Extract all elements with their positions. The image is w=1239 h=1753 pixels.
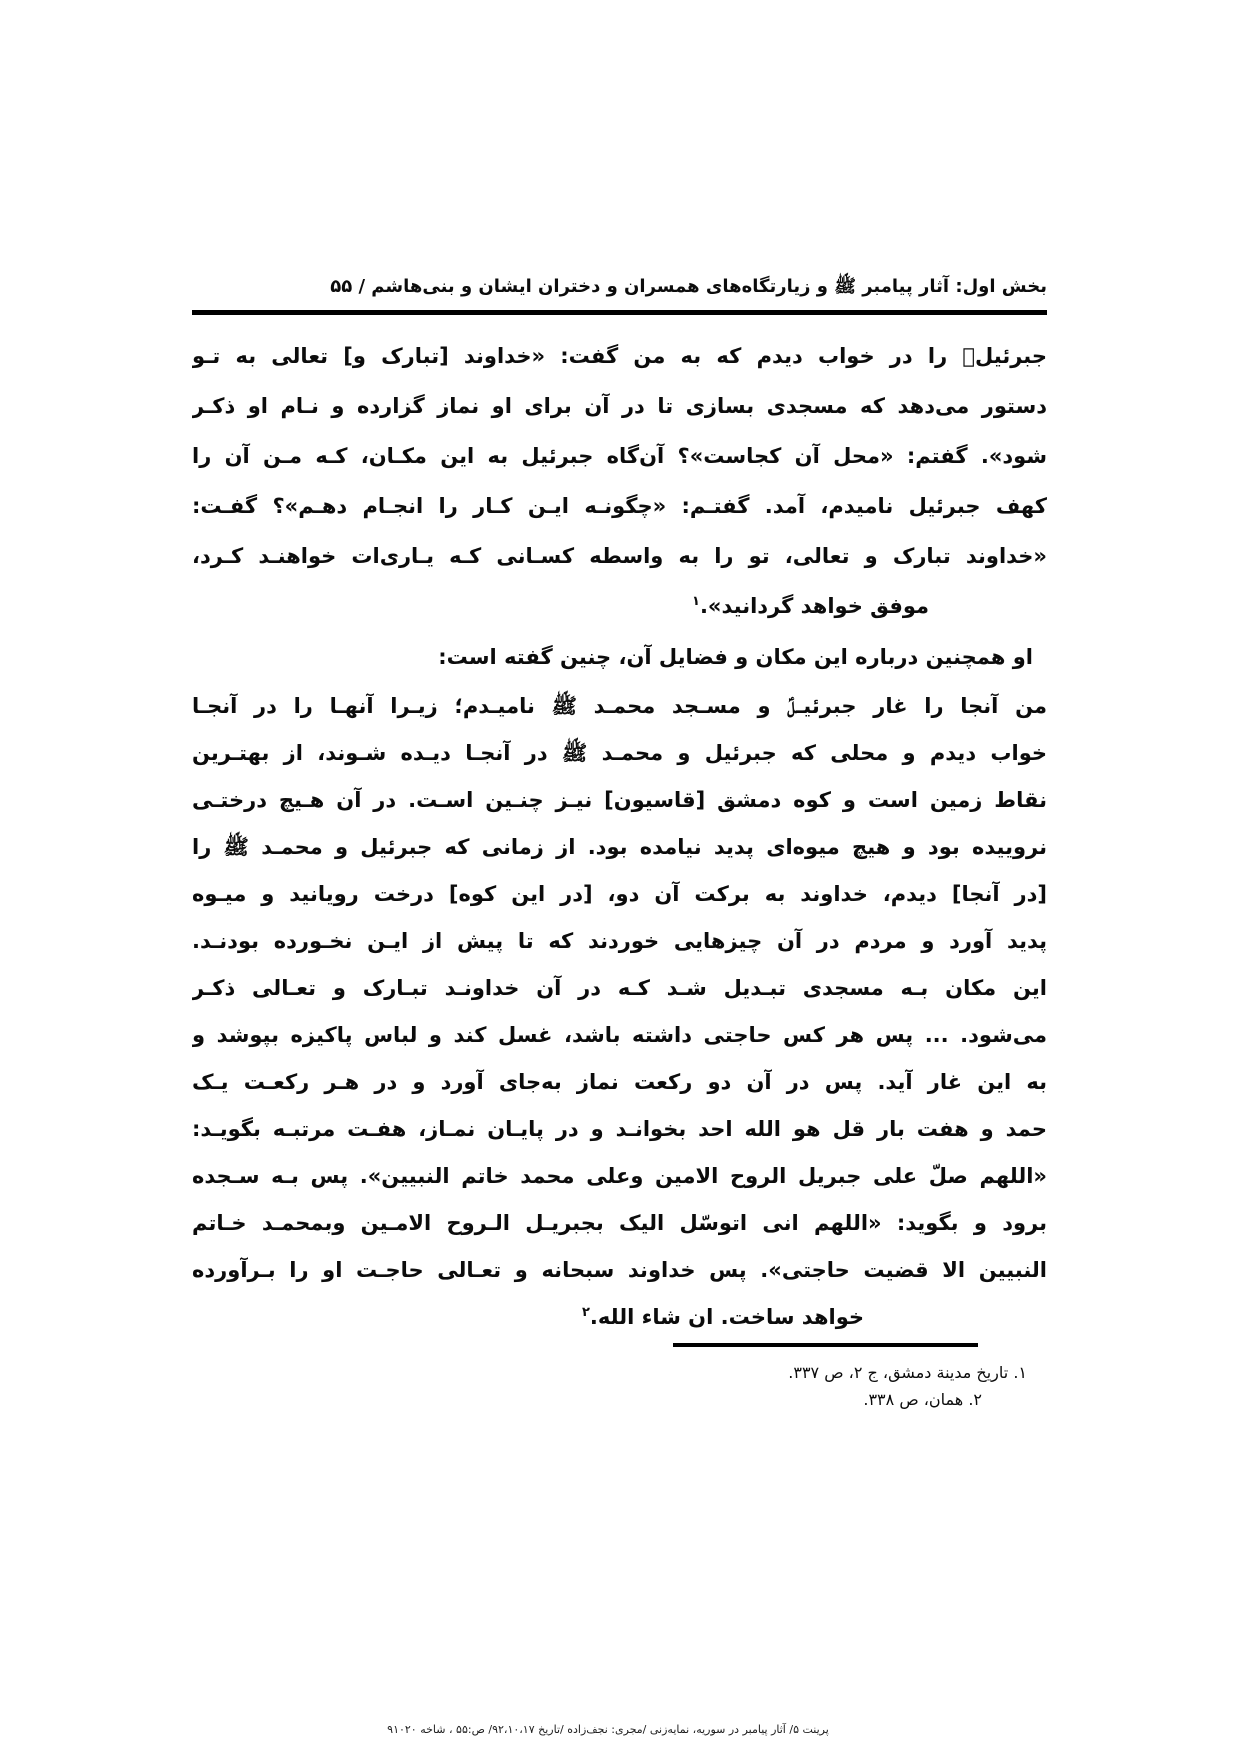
quote-line: برود و بگوید: «اللهم انی اتوسّل الیک بجبریـل الـروح الامـین وبمحمـد خـاتم bbox=[192, 1211, 1047, 1235]
quote-end-text: موفق خواهد گردانید». bbox=[699, 594, 929, 618]
quote-line: [در آنجا] دیدم، خداوند به برکت آن دو، [در این کوه] درخت رویانید و میـوه bbox=[192, 882, 1047, 906]
text-column bbox=[192, 0, 1047, 1413]
footnote-2: ۲. همان، ص ۳۳۸. bbox=[863, 1390, 982, 1409]
quote-line: النبیین الا قضیت حاجتی». پس خداوند سبحانه و تعـالی حاجـت او را بـرآورده bbox=[192, 1258, 1047, 1282]
quote-end-text: خواهد ساخت. ان شاء الله. bbox=[589, 1305, 864, 1329]
footnote-ref-1: ۱ bbox=[692, 594, 700, 609]
quote-line: من آنجا را غار جبرئیـلؑ و مسـجد محمـد ﷺ نامیـدم؛ زیـرا آنهـا را در آنجـا bbox=[192, 694, 1047, 718]
body-line-quote-end bbox=[192, 581, 1047, 631]
footnote-1: ۱. تاریخ مدینة دمشق، ج ۲، ص ۳۳۷. bbox=[788, 1363, 1027, 1382]
quote-line: نقاط زمین است و کوه دمشق [قاسیون] نیـز چنـین اسـت. در آن هـیچ درختـی bbox=[192, 788, 1047, 812]
paragraph-1 bbox=[192, 331, 1047, 631]
running-head: بخش اول: آثار پیامبر ﷺ و زیارتگاه‌های همسران و دختران ایشان و بنی‌هاشم / ۵۵ bbox=[330, 276, 1047, 297]
quote-line: حمد و هفت بار قل هو الله احد بخوانـد و در پایـان نمـاز، هفـت مرتبـه بگویـد: bbox=[192, 1117, 1047, 1141]
body-line: کهف جبرئیل نامیدم، آمد. گفتـم: «چگونـه ایـن کـار را انجـام دهـم»؟ گفـت: bbox=[192, 494, 1047, 518]
quote-line: خواب دیدم و محلی که جبرئیل و محمـد ﷺ در آنجـا دیـده شـوند، از بهتـرین bbox=[192, 741, 1047, 765]
body-line: شود». گفتم: «محل آن کجاست»؟ آن‌گاه جبرئیل به این مکـان، کـه مـن آن را bbox=[192, 444, 1047, 468]
quote-line: پدید آورد و مردم در آن چیزهایی خوردند که تا پیش از ایـن نخـورده بودنـد. bbox=[192, 929, 1047, 953]
print-footer: پرینت ۵/ آثار پیامبر در سوریه، نمایه‌زنی /مجری: نجف‌زاده /تاریخ ۹۲،۱۰،۱۷/ ص:۵۵ ، شاخه ۹۱۰۲۰ bbox=[387, 1723, 829, 1736]
body-line: دستور می‌دهد که مسجدی بسازی تا در آن برای او نماز گزارده و نـام او ذکـر bbox=[192, 394, 1047, 418]
paragraph-2-lead: او همچنین درباره این مکان و فضایل آن، چنین گفته است: bbox=[438, 645, 1033, 669]
quote-line: «اللهم صلّ علی جبریل الروح الامین وعلی محمد خاتم النبیین». پس بـه سـجده bbox=[192, 1164, 1047, 1188]
header-rule bbox=[192, 310, 1047, 315]
quote-line-end bbox=[192, 1294, 1047, 1341]
quote-line: به این غار آید. پس در آن دو رکعت نماز به‌جای آورد و در هـر رکعـت یـک bbox=[192, 1070, 1047, 1094]
quote-line: می‌شود. ... پس هر کس حاجتی داشته باشد، غسل کند و لباس پاکیزه بپوشد و bbox=[192, 1023, 1047, 1047]
body-text bbox=[192, 331, 1047, 1341]
body-line: جبرئیلؑ را در خواب دیدم که به من گفت: «خداوند [تبارک و] تعالی به تـو bbox=[192, 344, 1047, 368]
block-quote bbox=[192, 683, 1047, 1341]
quote-line: نروییده بود و هیچ میوه‌ای پدید نیامده بود. از زمانی که جبرئیل و محمـد ﷺ را bbox=[192, 835, 1047, 859]
body-line: «خداوند تبارک و تعالی، تو را به واسطه کسـانی کـه یـاری‌ات خواهنـد کـرد، bbox=[192, 544, 1047, 568]
footnote-separator bbox=[673, 1343, 978, 1347]
footnote-ref-2: ۲ bbox=[581, 1305, 590, 1320]
quote-line: این مکان بـه مسجدی تبـدیل شـد کـه در آن خداونـد تبـارک و تعـالی ذکـر bbox=[192, 976, 1047, 1000]
